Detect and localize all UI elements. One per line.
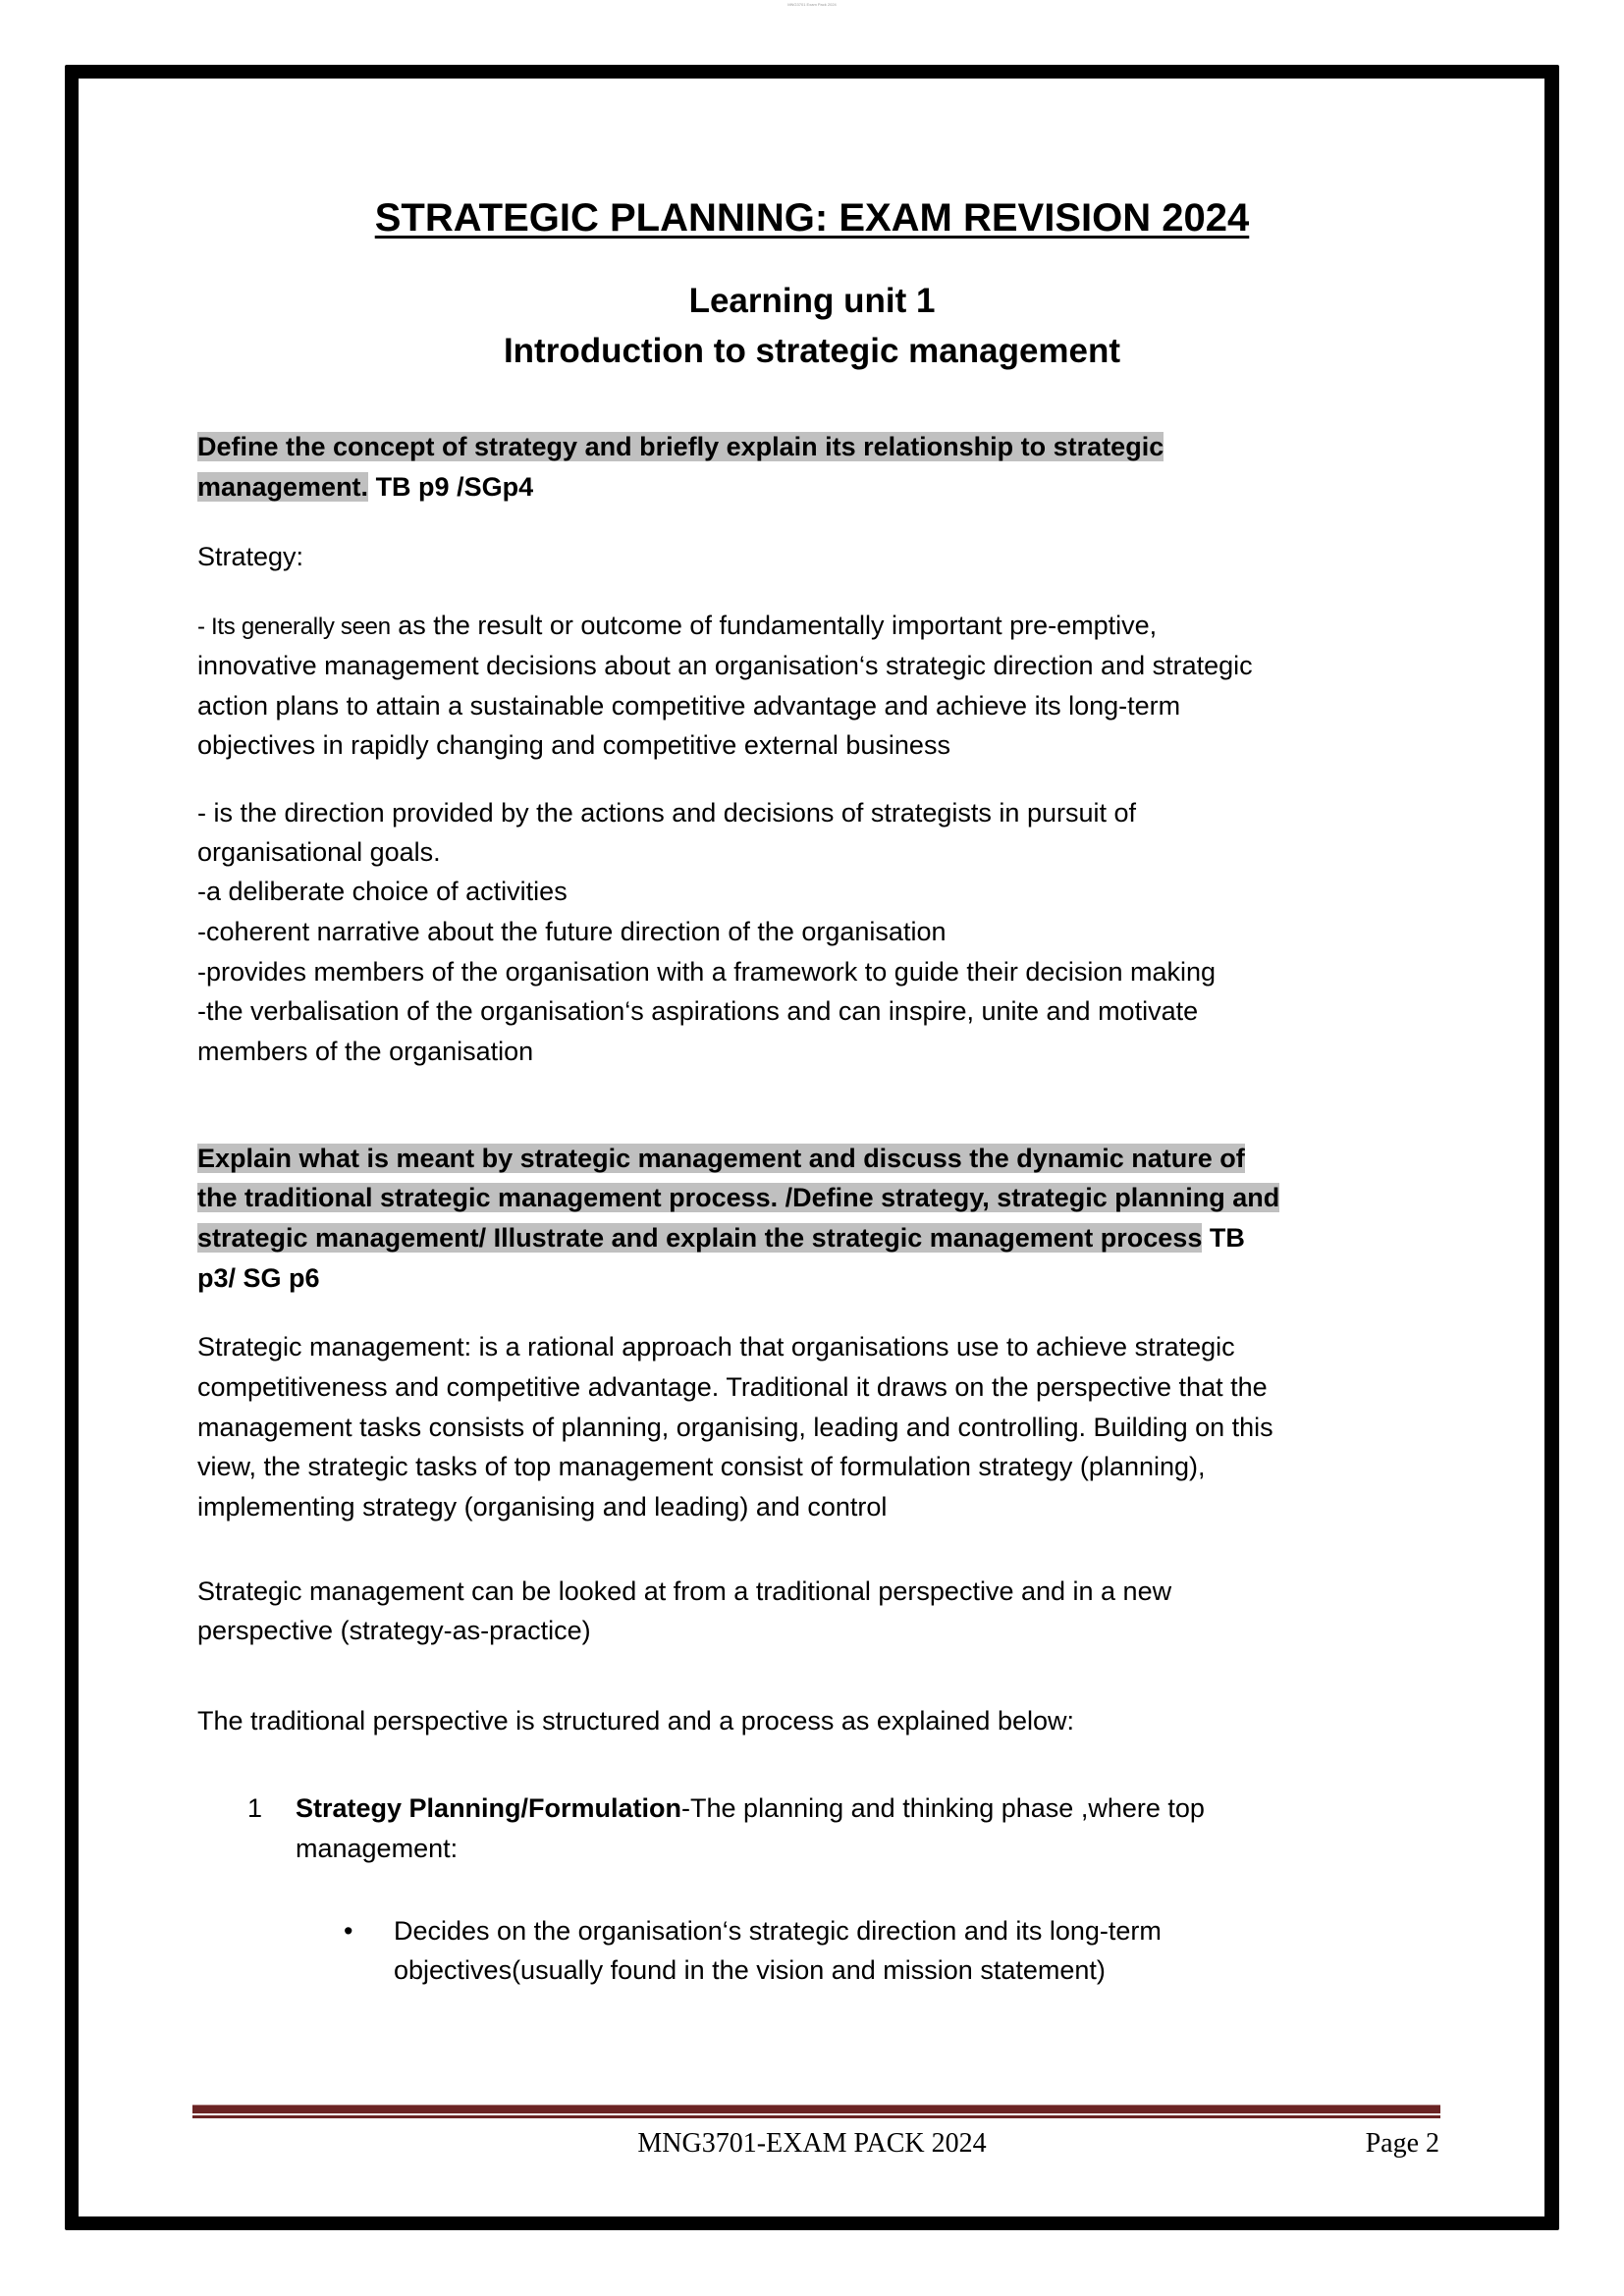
unit-title: Introduction to strategic management: [503, 332, 1121, 370]
question-highlight: management.: [197, 472, 369, 502]
question-2-line-4: p3/ SG p6: [197, 1263, 320, 1293]
question-2-line-2: [197, 1178, 1279, 1217]
question-1-line-1: [197, 427, 1164, 466]
paragraph-3-line: Strategic management: is a rational approach that organisations use to achieve strategic: [197, 1332, 1235, 1362]
paragraph-2-line: -provides members of the organisation with a framework to guide their decision making: [197, 957, 1216, 987]
question-highlight: Define the concept of strategy and briefly explain its relationship to strategic: [197, 432, 1164, 461]
footer-rule: [192, 2105, 1440, 2113]
paragraph-3-line: management tasks consists of planning, organising, leading and controlling. Building on this: [197, 1413, 1273, 1442]
paragraph-1-line-1: - Its generally seen as the result or outcome of fundamentally important pre-emptive,: [197, 611, 1158, 640]
paragraph-4-line: Strategic management can be looked at from a traditional perspective and in a new: [197, 1576, 1172, 1606]
question-reference: TB: [1202, 1223, 1245, 1253]
question-highlight: the traditional strategic management process. /Define strategy, strategic planning and: [197, 1183, 1280, 1212]
paragraph-2-line: -the verbalisation of the organisation‘s aspirations and can inspire, unite and motivate: [197, 996, 1199, 1026]
paragraph-2-line: -coherent narrative about the future direction of the organisation: [197, 917, 947, 946]
paragraph-1-line-3: action plans to attain a sustainable competitive advantage and achieve its long-term: [197, 691, 1181, 721]
paragraph-2-line: -a deliberate choice of activities: [197, 877, 568, 906]
paragraph-2-line: members of the organisation: [197, 1037, 534, 1066]
unit-heading: Learning unit 1: [688, 282, 936, 320]
question-reference: TB p9 /SGp4: [368, 472, 534, 502]
list-item-number: 1: [247, 1793, 263, 1823]
page-number: Page 2: [1365, 2128, 1439, 2159]
paragraph-1-line-4: objectives in rapidly changing and competitive external business: [197, 730, 950, 760]
question-highlight: Explain what is meant by strategic management and discuss the dynamic nature of: [197, 1144, 1245, 1173]
question-1-line-2: [197, 467, 533, 507]
paragraph-5: The traditional perspective is structured and a process as explained below:: [197, 1706, 1074, 1735]
list-item-term: Strategy Planning/Formulation: [296, 1793, 682, 1823]
paragraph-3-line: implementing strategy (organising and leading) and control: [197, 1492, 888, 1522]
question-2-line-3: [197, 1218, 1245, 1257]
paragraph-3-line: view, the strategic tasks of top management consist of formulation strategy (planning),: [197, 1452, 1206, 1481]
list-item-1-line-1: Strategy Planning/Formulation-The planning and thinking phase ,where top: [296, 1793, 1205, 1823]
paragraph-3-line: competitiveness and competitive advantage. Traditional it draws on the perspective that the: [197, 1372, 1268, 1402]
paragraph-lead: - Its generally seen: [197, 614, 391, 640]
list-item-1-line-2: management:: [296, 1834, 459, 1863]
page-watermark: MNG3701 Exam Pack 2024: [787, 2, 837, 7]
bullet-item-line-2: objectives(usually found in the vision and mission statement): [394, 1955, 1106, 1985]
bullet-icon: •: [344, 1916, 353, 1946]
strategy-label: Strategy:: [197, 542, 304, 571]
question-highlight: strategic management/ Illustrate and explain the strategic management process: [197, 1223, 1203, 1253]
paragraph-2-line: - is the direction provided by the actions and decisions of strategists in pursuit of: [197, 798, 1137, 828]
footer-course-label: MNG3701-EXAM PACK 2024: [637, 2128, 987, 2159]
footer-rule-thin: [192, 2115, 1440, 2118]
bullet-item-line-1: Decides on the organisation‘s strategic direction and its long-term: [394, 1916, 1162, 1946]
paragraph-2-line: organisational goals.: [197, 837, 441, 867]
paragraph-1-line-2: innovative management decisions about an organisation‘s strategic direction and strategic: [197, 651, 1253, 680]
question-2-line-1: [197, 1139, 1245, 1178]
paragraph-4-line: perspective (strategy-as-practice): [197, 1616, 591, 1645]
document-title: STRATEGIC PLANNING: EXAM REVISION 2024: [374, 196, 1250, 240]
